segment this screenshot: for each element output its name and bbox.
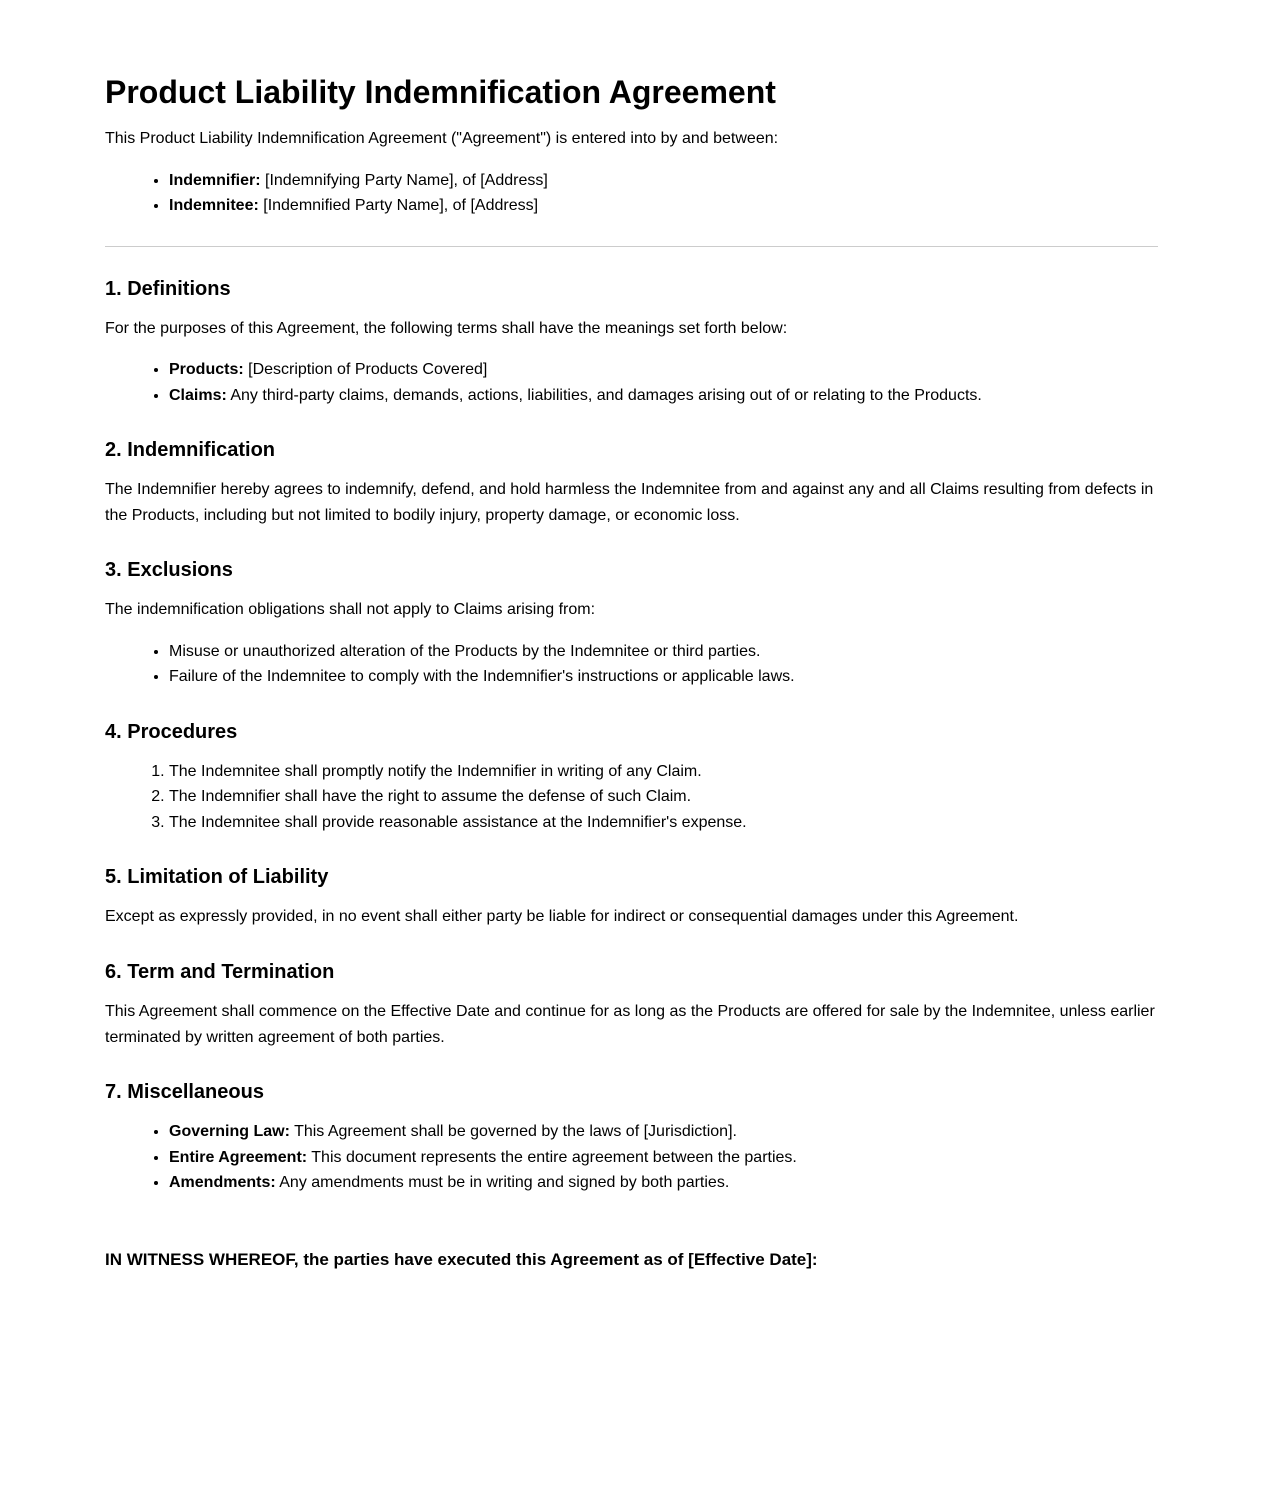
misc-item [169,1145,1158,1171]
exclusion-item: • Misuse or unauthorized alteration of the Products by the Indemnitee or third parties. [169,639,1158,665]
section-definitions [105,276,1158,409]
exclusions-list [105,639,1158,690]
section-heading: 5. Limitation of Liability [105,866,329,889]
section-procedures [105,719,1158,836]
definition-term: Products: [169,361,244,379]
misc-text: Any amendments must be in writing and signed by both parties. [275,1174,730,1192]
section-heading: 6. Term and Termination [105,961,335,984]
party-label: Indemnifier: [169,171,261,189]
miscellaneous-list [105,1119,1158,1196]
intro-paragraph: This Product Liability Indemnification Agreement ("Agreement") is entered into by and between: [105,130,779,147]
procedures-list [105,759,1158,836]
section-heading: 7. Miscellaneous [105,1081,264,1104]
section-miscellaneous [105,1079,1158,1196]
definition-text: Any third-party claims, demands, actions, liabilities, and damages arising out of or relating to the Products. [226,386,982,404]
definition-term: Claims: [169,386,227,404]
exclusion-item: • Failure of the Indemnitee to comply with the Indemnifier's instructions or applicable laws. [169,664,1158,690]
procedure-item: 3. The Indemnitee shall provide reasonable assistance at the Indemnifier's expense. [169,810,1158,836]
section-exclusions [105,557,1158,690]
section-term-and-termination [105,959,1158,1050]
section-limitation-of-liability [105,864,1158,930]
parties-list [105,168,1158,219]
section-body: Except as expressly provided, in no event shall either party be liable for indirect or consequential damages under this Agreement. [105,908,1019,926]
misc-text: This Agreement shall be governed by the laws of [Jurisdiction]. [289,1123,737,1141]
section-body: The indemnification obligations shall not apply to Claims arising from: [105,601,596,619]
misc-term: Entire Agreement: [169,1148,308,1166]
section-divider [105,246,1158,247]
section-body: The Indemnifier hereby agrees to indemnify, defend, and hold harmless the Indemnitee from and against any and all Claims resulting from defects in the Products, including but not limited to bodily injury, property damage, or economic loss. [105,481,1154,524]
party-label: Indemnitee: [169,197,259,215]
witness-statement: IN WITNESS WHEREOF, the parties have executed this Agreement as of [Effective Date]: [105,1249,818,1269]
definition-item [169,357,1158,383]
section-heading: 4. Procedures [105,720,238,743]
section-heading: 1. Definitions [105,277,231,300]
misc-text: This document represents the entire agreement between the parties. [307,1148,797,1166]
party-indemnitee [169,193,1158,219]
party-indemnifier [169,168,1158,194]
misc-term: Governing Law: [169,1123,290,1141]
document-title: Product Liability Indemnification Agreement [105,74,776,110]
definition-text: [Description of Products Covered] [243,361,488,379]
misc-term: Amendments: [169,1174,276,1192]
party-text: [Indemnifying Party Name], of [Address] [260,171,548,189]
definition-item [169,383,1158,409]
procedure-item: 2. The Indemnifier shall have the right to assume the defense of such Claim. [169,784,1158,810]
misc-item [169,1119,1158,1145]
section-heading: 2. Indemnification [105,439,276,462]
section-body: For the purposes of this Agreement, the following terms shall have the meanings set forth below: [105,319,788,337]
misc-item [169,1170,1158,1196]
procedure-item: 1. The Indemnitee shall promptly notify the Indemnifier in writing of any Claim. [169,759,1158,785]
section-indemnification [105,437,1158,528]
party-text: [Indemnified Party Name], of [Address] [258,197,539,215]
section-body: This Agreement shall commence on the Effective Date and continue for as long as the Products are offered for sale by the Indemnitee, unless earlier terminated by written agreement of both parties. [105,1003,1155,1046]
section-heading: 3. Exclusions [105,559,233,582]
definitions-list [105,357,1158,408]
